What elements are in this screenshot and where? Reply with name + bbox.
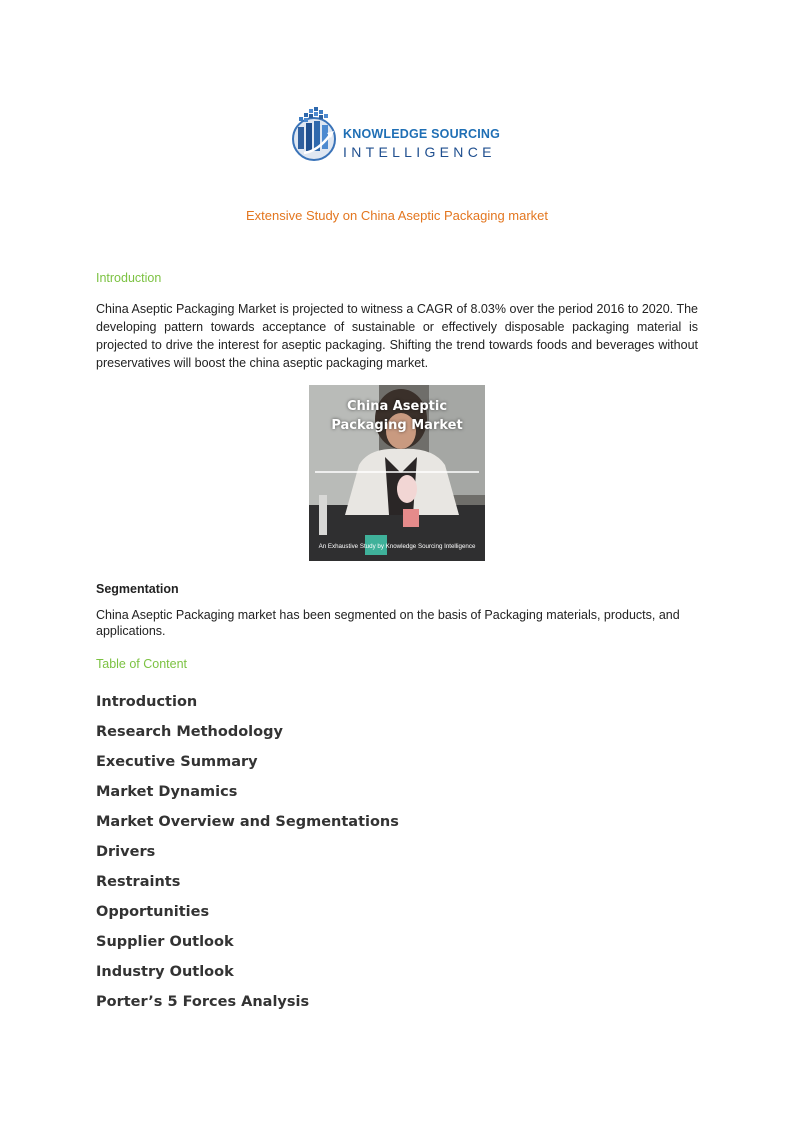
toc-item-porters-five-forces: Porter’s 5 Forces Analysis bbox=[96, 994, 310, 1010]
cover-image-caption: An Exhaustive Study by Knowledge Sourcing Intelligence bbox=[318, 543, 476, 550]
toc-item-opportunities: Opportunities bbox=[96, 904, 210, 920]
toc-item-introduction: Introduction bbox=[96, 694, 198, 710]
table-of-content-heading: Table of Content bbox=[96, 657, 188, 671]
toc-item-industry-outlook: Industry Outlook bbox=[96, 964, 234, 980]
cover-image-title: China Aseptic Packaging Market bbox=[331, 399, 463, 433]
table-of-content-list bbox=[96, 692, 399, 1022]
segmentation-paragraph: China Aseptic Packaging market has been segmented on the basis of Packaging materials, products, and applications. bbox=[96, 608, 680, 638]
logo-wordmark-line2: INTELLIGENCE bbox=[343, 144, 496, 160]
document-title: Extensive Study on China Aseptic Packaging market bbox=[245, 208, 549, 223]
introduction-heading: Introduction bbox=[96, 271, 162, 285]
toc-item-market-dynamics: Market Dynamics bbox=[96, 784, 238, 800]
toc-item-restraints: Restraints bbox=[96, 874, 181, 890]
logo-emblem-icon bbox=[290, 105, 342, 165]
toc-item-research-methodology: Research Methodology bbox=[96, 724, 283, 740]
toc-item-executive-summary: Executive Summary bbox=[96, 754, 258, 770]
toc-item-market-overview: Market Overview and Segmentations bbox=[96, 814, 399, 830]
market-cover-image bbox=[309, 385, 485, 561]
segmentation-heading: Segmentation bbox=[96, 582, 179, 596]
company-logo bbox=[290, 105, 505, 165]
toc-item-drivers: Drivers bbox=[96, 844, 156, 860]
toc-item-supplier-outlook: Supplier Outlook bbox=[96, 934, 234, 950]
logo-wordmark-line1: KNOWLEDGE SOURCING bbox=[343, 127, 501, 141]
introduction-paragraph: China Aseptic Packaging Market is projected to witness a CAGR of 8.03% over the period 2016 to 2020. The developing pattern towards acceptance of sustainable or effectively disposable packaging material is projected to drive the interest for aseptic packaging. Shifting the trend towards foods and beverages without preservatives will boost the china aseptic packaging market. bbox=[96, 302, 698, 370]
